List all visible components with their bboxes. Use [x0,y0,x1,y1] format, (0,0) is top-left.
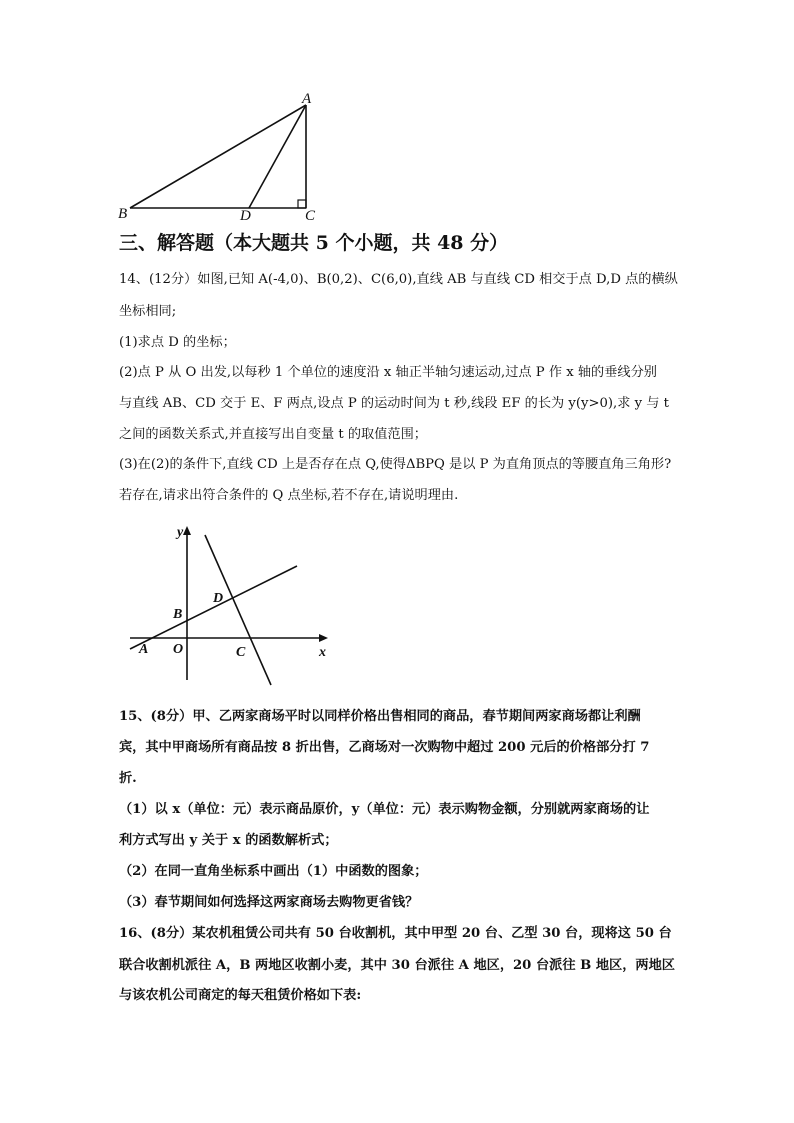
coordinate-graph-figure [125,520,340,690]
q14-line6: 之间的函数关系式,并直接写出自变量 t 的取值范围； [119,427,427,442]
label-A: A [302,91,312,107]
y-axis-arrow [183,526,191,535]
label-x: x [319,645,326,660]
q14-line3: (1)求点 D 的坐标； [119,335,236,350]
label-B: B [173,607,183,622]
line-CD [205,535,271,685]
label-C: C [305,208,316,224]
segment-AB [130,105,306,208]
q14-line8: 若存在,请求出符合条件的 Q 点坐标,若不存在,请说明理由. [119,488,459,503]
label-C: C [236,645,246,660]
q14-line7: (3)在(2)的条件下,直线 CD 上是否存在点 Q,使得ΔBPQ 是以 P 为直角顶点的等腰直角三角形? [119,457,672,472]
label-y: y [177,525,184,540]
line-AB [130,566,297,649]
label-B: B [118,206,128,222]
q15-line5: 利方式写出 y 关于 x 的函数解析式； [119,833,338,848]
segment-AD [249,105,306,208]
q16-line2: 联合收割机派往 A，B 两地区收割小麦，其中 30 台派往 A 地区，20 台派往 B 地区，两地区 [119,958,675,973]
q15-line2: 宾，其中甲商场所有商品按 8 折出售，乙商场对一次购物中超过 200 元后的价格部分打 7 [119,740,650,755]
x-axis-arrow [319,634,328,642]
q14-line4: (2)点 P 从 O 出发,以每秒 1 个单位的速度沿 x 轴正半轴匀速运动,过点 P 作 x 轴的垂线分别 [119,365,657,380]
right-angle-mark [298,200,306,208]
label-D: D [240,208,251,224]
q15-line6: （2）在同一直角坐标系中画出（1）中函数的图象； [119,864,428,879]
q16-line1: 16、(8分）某农机租赁公司共有 50 台收割机，其中甲型 20 台、乙型 30 台，现将这 50 台 [119,926,672,941]
label-A: A [139,642,149,657]
q15-line1: 15、(8分）甲、乙两家商场平时以同样价格出售相同的商品，春节期间两家商场都让利酬 [119,709,641,724]
q14-line1: 14、(12分）如图,已知 A(-4,0)、B(0,2)、C(6,0),直线 AB 与直线 CD 相交于点 D,D 点的横纵 [119,272,678,287]
q15-line4: （1）以 x（单位：元）表示商品原价，y（单位：元）表示购物金额，分别就两家商场的让 [119,802,650,817]
q15-line7: （3）春节期间如何选择这两家商场去购物更省钱？ [119,895,419,910]
triangle-figure [112,90,327,230]
q14-line5: 与直线 AB、CD 交于 E、F 两点,设点 P 的运动时间为 t 秒,线段 EF 的长为 y(y>0),求 y 与 t [119,396,669,411]
q15-line3: 折. [119,771,137,786]
label-O: O [173,642,184,657]
section-title: 三、解答题（本大题共 5 个小题，共 48 分） [119,232,509,254]
label-D: D [213,591,224,606]
q14-line2: 坐标相同; [119,304,177,319]
q16-line3: 与该农机公司商定的每天租赁价格如下表: [119,988,362,1003]
